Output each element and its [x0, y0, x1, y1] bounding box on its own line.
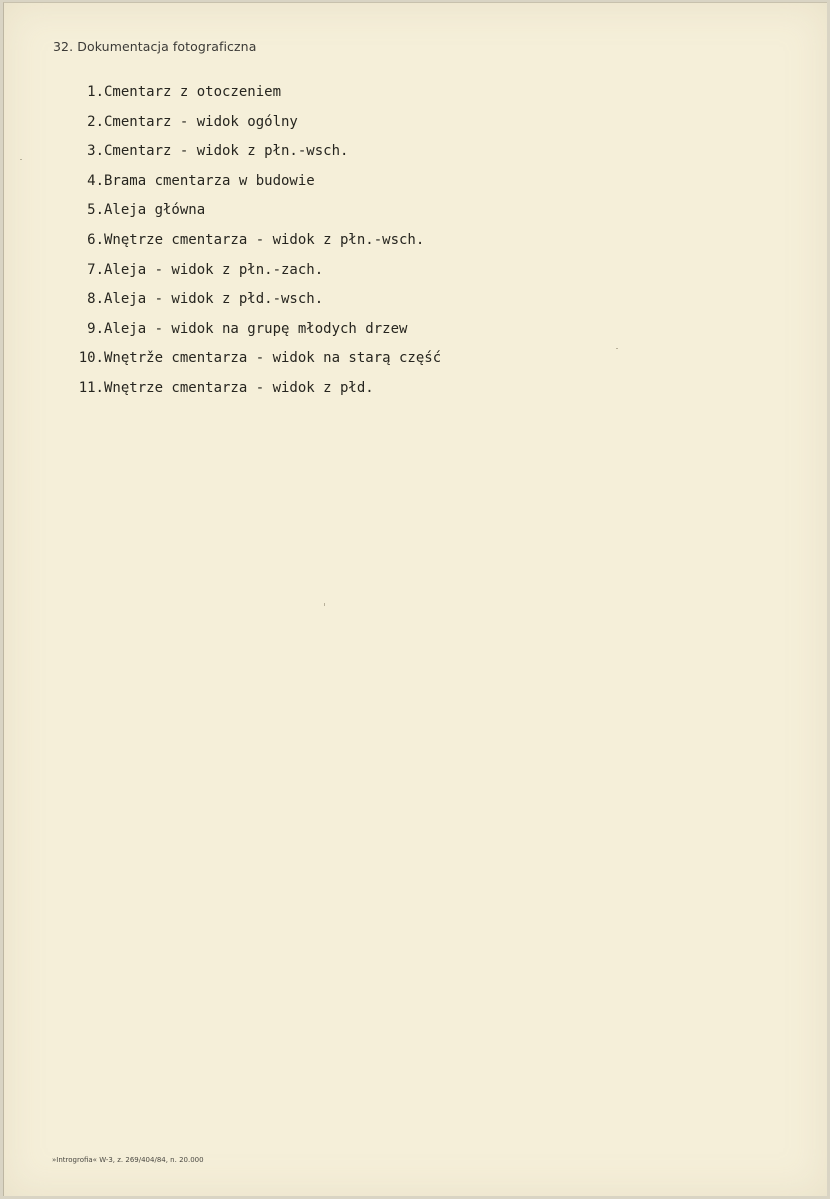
item-number: 10. — [78, 350, 104, 367]
item-text: Cmentarz - widok z płn.-wsch. — [104, 143, 349, 160]
list-item — [62, 200, 441, 230]
list-item — [62, 230, 441, 260]
printer-imprint: »Introgrofia« W-3, z. 269/404/84, n. 20.000 — [52, 1156, 204, 1164]
item-number: 7. — [87, 261, 104, 278]
list-item — [62, 348, 441, 378]
list-item — [62, 260, 441, 290]
item-text: Cmentarz z otoczeniem — [104, 84, 282, 100]
list-item — [62, 378, 441, 408]
item-text: Wnętrze cmentarza - widok z płd. — [104, 379, 374, 396]
photo-documentation-list — [62, 82, 441, 408]
list-item — [62, 141, 441, 171]
item-number: 5. — [87, 202, 104, 219]
item-number: 1. — [87, 84, 104, 100]
item-number: 2. — [87, 113, 104, 130]
item-text: Aleja - widok na grupę młodych drzew — [104, 320, 408, 337]
paper-sheet — [3, 2, 827, 1196]
item-text: Aleja - widok z płn.-zach. — [104, 261, 324, 278]
item-number: 9. — [87, 320, 104, 337]
list-item — [62, 82, 441, 112]
item-text: Aleja główna — [104, 202, 206, 219]
item-text: Brama cmentarza w budowie — [104, 172, 315, 189]
item-text: Wnętrze cmentarza - widok z płn.-wsch. — [104, 231, 425, 248]
paper-speck — [20, 159, 22, 160]
list-item — [62, 289, 441, 319]
page-heading: 32. Dokumentacja fotograficzna — [53, 39, 257, 54]
item-number: 6. — [87, 231, 104, 248]
item-number: 4. — [87, 172, 104, 189]
item-number: 11. — [78, 379, 104, 396]
item-text: Cmentarz - widok ogólny — [104, 113, 298, 130]
paper-speck — [616, 348, 618, 349]
item-text: Aleja - widok z płd.-wsch. — [104, 291, 324, 308]
paper-speck — [324, 603, 325, 606]
item-number: 3. — [87, 143, 104, 160]
list-item — [62, 171, 441, 201]
item-number: 8. — [87, 291, 104, 308]
item-text: Wnętrže cmentarza - widok na starą część — [104, 350, 442, 367]
list-item — [62, 112, 441, 142]
list-item — [62, 319, 441, 349]
